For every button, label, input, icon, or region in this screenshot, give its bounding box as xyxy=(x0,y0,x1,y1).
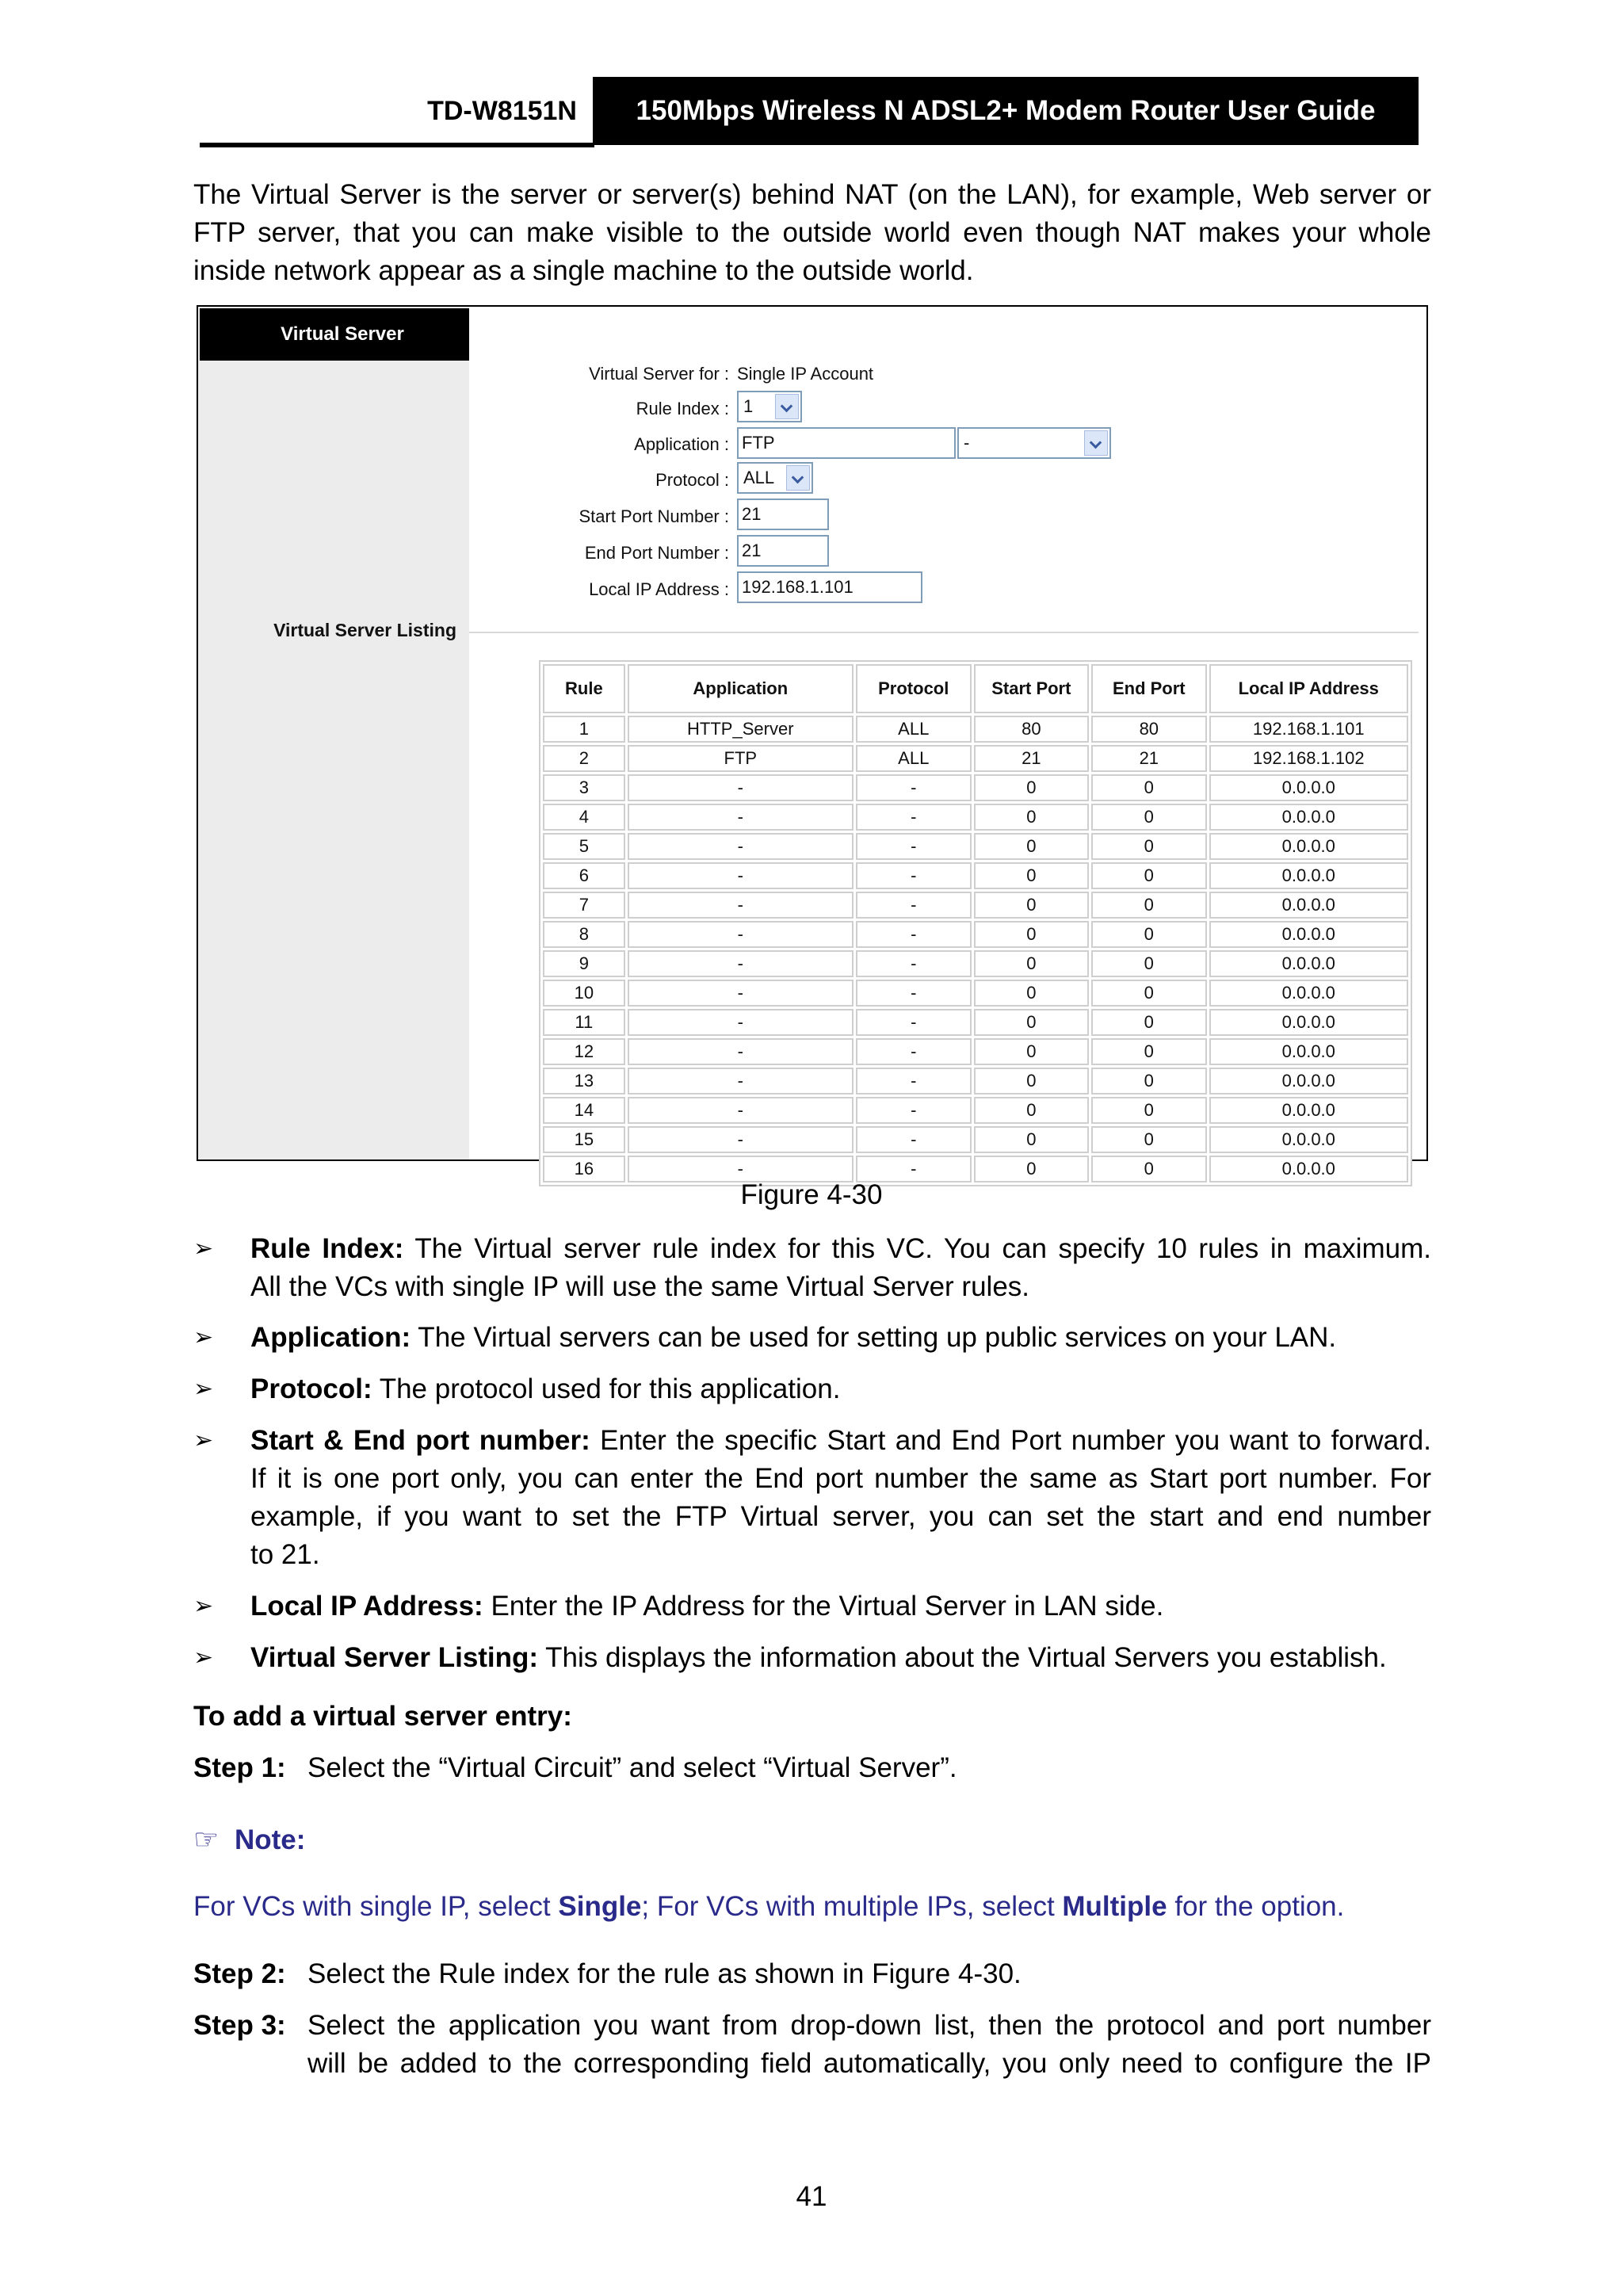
column-header: Start Port xyxy=(974,664,1089,713)
table-cell: 0 xyxy=(1091,980,1206,1007)
figure-divider xyxy=(469,632,1419,633)
table-row xyxy=(543,921,1408,948)
table-cell: - xyxy=(856,892,972,919)
bullet-text: to 21. xyxy=(250,1539,320,1570)
pointing-hand-icon: ☞ xyxy=(193,1823,220,1855)
table-cell: 0 xyxy=(1091,921,1206,948)
table-cell: - xyxy=(856,921,972,948)
table-cell: 0 xyxy=(1091,950,1206,977)
column-header: End Port xyxy=(1091,664,1206,713)
table-cell: 0.0.0.0 xyxy=(1209,921,1408,948)
table-cell: - xyxy=(856,980,972,1007)
table-cell: 0.0.0.0 xyxy=(1209,1038,1408,1065)
table-cell: - xyxy=(856,804,972,831)
bullet-term: Start & End port number: xyxy=(250,1425,590,1456)
add-entry-heading: To add a virtual server entry: xyxy=(193,1701,572,1732)
table-row xyxy=(543,950,1408,977)
start-port-input[interactable]: 21 xyxy=(737,499,829,530)
note-single: Single xyxy=(558,1891,642,1922)
table-cell: - xyxy=(856,1038,972,1065)
table-cell: - xyxy=(628,950,854,977)
table-cell: 0 xyxy=(1091,774,1206,801)
header-model: TD-W8151N xyxy=(427,96,577,126)
step-3-text xyxy=(307,2007,1431,2083)
table-cell: 0 xyxy=(974,774,1089,801)
table-cell: - xyxy=(856,1068,972,1095)
table-cell: - xyxy=(856,774,972,801)
table-cell: 3 xyxy=(543,774,625,801)
table-cell: 0 xyxy=(974,804,1089,831)
table-cell: 0.0.0.0 xyxy=(1209,804,1408,831)
step-3-line: Select the application you want from drop-down list, then the protocol and port number xyxy=(307,2010,1431,2041)
table-cell: 0 xyxy=(1091,1156,1206,1182)
bullet-text: The protocol used for this application. xyxy=(372,1373,841,1404)
table-cell: 0 xyxy=(1091,1009,1206,1036)
table-cell: 0 xyxy=(974,1068,1089,1095)
table-cell: 80 xyxy=(974,716,1089,743)
table-cell: ALL xyxy=(856,716,972,743)
bullet-term: Protocol: xyxy=(250,1373,372,1404)
table-cell: 0.0.0.0 xyxy=(1209,892,1408,919)
column-header: Application xyxy=(628,664,854,713)
table-cell: - xyxy=(628,1097,854,1124)
protocol-label: Protocol : xyxy=(655,470,729,490)
chevron-down-icon[interactable] xyxy=(786,465,810,491)
column-header: Local IP Address xyxy=(1209,664,1408,713)
arrow-bullet-icon: ➢ xyxy=(193,1593,214,1619)
table-cell: 7 xyxy=(543,892,625,919)
step-3-line: will be added to the corresponding field automatically, you only need to configure the IP xyxy=(307,2048,1431,2079)
step-2-label: Step 2: xyxy=(193,1958,286,1989)
table-cell: 0 xyxy=(974,892,1089,919)
table-cell: 10 xyxy=(543,980,625,1007)
table-cell: 0 xyxy=(974,950,1089,977)
table-cell: - xyxy=(628,1126,854,1153)
table-cell: - xyxy=(628,892,854,919)
page-number: 41 xyxy=(796,2181,827,2212)
table-cell: 192.168.1.102 xyxy=(1209,745,1408,772)
end-port-label: End Port Number : xyxy=(584,543,729,563)
arrow-bullet-icon: ➢ xyxy=(193,1427,214,1454)
figure-sidebar xyxy=(198,307,469,1159)
table-cell: - xyxy=(856,833,972,860)
table-cell: ALL xyxy=(856,745,972,772)
bullet-text: The Virtual servers can be used for setting up public services on your LAN. xyxy=(411,1322,1337,1353)
arrow-bullet-icon: ➢ xyxy=(193,1236,214,1262)
table-row xyxy=(543,833,1408,860)
table-row xyxy=(543,1097,1408,1124)
application-select-value: - xyxy=(964,433,970,453)
table-row xyxy=(543,716,1408,743)
intro-line: FTP server, that you can make visible to the outside world even though NAT makes your whole xyxy=(193,217,1431,248)
table-header-row xyxy=(543,664,1408,713)
step-3-label: Step 3: xyxy=(193,2010,286,2041)
table-cell: - xyxy=(856,950,972,977)
local-ip-label: Local IP Address : xyxy=(589,579,729,599)
table-cell: 0 xyxy=(1091,1068,1206,1095)
bullet-text: example, if you want to set the FTP Virtual server, you can set the start and end number xyxy=(250,1501,1431,1532)
protocol-select[interactable] xyxy=(737,462,813,494)
table-cell: 0 xyxy=(1091,804,1206,831)
bullet-text: If it is one port only, you can enter the End port number the same as Start port number. For xyxy=(250,1463,1431,1494)
table-cell: 0.0.0.0 xyxy=(1209,1068,1408,1095)
figure-side-title: Virtual Server xyxy=(200,308,469,361)
chevron-down-icon[interactable] xyxy=(775,394,799,419)
column-header: Protocol xyxy=(856,664,972,713)
table-cell: 0 xyxy=(974,921,1089,948)
rule-index-label: Rule Index : xyxy=(636,399,729,418)
table-cell: 15 xyxy=(543,1126,625,1153)
table-cell: 12 xyxy=(543,1038,625,1065)
table-cell: 0 xyxy=(974,1126,1089,1153)
table-cell: 0.0.0.0 xyxy=(1209,1009,1408,1036)
note-body xyxy=(193,1891,1344,1923)
virtual-server-table xyxy=(539,660,1412,1186)
note-title-text: Note: xyxy=(235,1824,306,1855)
table-cell: 0 xyxy=(1091,892,1206,919)
note-multiple: Multiple xyxy=(1062,1891,1167,1922)
listing-label: Virtual Server Listing xyxy=(273,620,456,640)
start-port-label: Start Port Number : xyxy=(579,506,729,526)
table-cell: 13 xyxy=(543,1068,625,1095)
note-text: For VCs with single IP, select xyxy=(193,1891,559,1922)
table-cell: 14 xyxy=(543,1097,625,1124)
table-row xyxy=(543,774,1408,801)
table-cell: 0 xyxy=(974,980,1089,1007)
table-row xyxy=(543,892,1408,919)
header-underline xyxy=(200,143,594,147)
table-cell: 1 xyxy=(543,716,625,743)
rule-index-select[interactable] xyxy=(737,391,802,422)
table-cell: - xyxy=(628,980,854,1007)
table-cell: - xyxy=(628,833,854,860)
virtual-server-figure xyxy=(197,305,1428,1179)
bullet-term: Rule Index: xyxy=(250,1233,404,1264)
virtual-server-for-value: Single IP Account xyxy=(737,364,874,384)
virtual-server-for-label: Virtual Server for : xyxy=(589,364,729,384)
table-row xyxy=(543,1068,1408,1095)
application-select[interactable] xyxy=(957,427,1111,459)
table-cell: 0 xyxy=(974,1097,1089,1124)
intro-line: The Virtual Server is the server or server(s) behind NAT (on the LAN), for example, Web server or xyxy=(193,179,1431,210)
table-row xyxy=(543,1126,1408,1153)
table-row xyxy=(543,804,1408,831)
table-cell: - xyxy=(628,774,854,801)
table-cell: - xyxy=(628,804,854,831)
note-title xyxy=(193,1823,305,1856)
table-cell: 4 xyxy=(543,804,625,831)
table-cell: - xyxy=(856,1009,972,1036)
bullet-text: Enter the specific Start and End Port number you want to forward. xyxy=(590,1425,1431,1456)
application-input[interactable]: FTP xyxy=(737,427,956,459)
intro-paragraph xyxy=(193,176,1431,290)
end-port-input[interactable]: 21 xyxy=(737,535,829,567)
table-cell: 192.168.1.101 xyxy=(1209,716,1408,743)
table-cell: 0.0.0.0 xyxy=(1209,1097,1408,1124)
step-1-text: Select the “Virtual Circuit” and select “Virtual Server”. xyxy=(307,1752,957,1783)
table-cell: 0 xyxy=(974,862,1089,889)
intro-line: inside network appear as a single machine to the outside world. xyxy=(193,255,974,286)
note-text: ; For VCs with multiple IPs, select xyxy=(641,1891,1063,1922)
table-cell: - xyxy=(628,1156,854,1182)
step-2-text: Select the Rule index for the rule as shown in Figure 4-30. xyxy=(307,1958,1022,1989)
table-cell: 2 xyxy=(543,745,625,772)
table-cell: - xyxy=(856,1097,972,1124)
table-cell: 0 xyxy=(1091,833,1206,860)
bullet-text: The Virtual server rule index for this VC. You can specify 10 rules in maximum. xyxy=(403,1233,1432,1264)
protocol-value: ALL xyxy=(743,468,775,487)
bullet-term: Application: xyxy=(250,1322,411,1353)
table-cell: - xyxy=(856,1126,972,1153)
table-cell: FTP xyxy=(628,745,854,772)
table-cell: 0 xyxy=(1091,862,1206,889)
arrow-bullet-icon: ➢ xyxy=(193,1324,214,1350)
table-row xyxy=(543,745,1408,772)
table-cell: 0 xyxy=(1091,1097,1206,1124)
table-cell: 0.0.0.0 xyxy=(1209,950,1408,977)
table-row xyxy=(543,980,1408,1007)
bullet-term: Local IP Address: xyxy=(250,1591,483,1622)
table-cell: 0 xyxy=(1091,1126,1206,1153)
table-cell: 6 xyxy=(543,862,625,889)
table-cell: 16 xyxy=(543,1156,625,1182)
chevron-down-icon[interactable] xyxy=(1084,430,1108,456)
table-cell: - xyxy=(856,1156,972,1182)
table-row xyxy=(543,1156,1408,1182)
bullet-term: Virtual Server Listing: xyxy=(250,1642,539,1673)
table-cell: HTTP_Server xyxy=(628,716,854,743)
table-cell: 21 xyxy=(974,745,1089,772)
table-cell: 0.0.0.0 xyxy=(1209,1156,1408,1182)
table-cell: 0 xyxy=(974,1156,1089,1182)
header-title: 150Mbps Wireless N ADSL2+ Modem Router User Guide xyxy=(593,77,1419,145)
table-cell: 0.0.0.0 xyxy=(1209,774,1408,801)
table-cell: - xyxy=(628,1068,854,1095)
table-cell: 0 xyxy=(974,1038,1089,1065)
table-row xyxy=(543,862,1408,889)
application-label: Application : xyxy=(634,434,729,454)
table-cell: 21 xyxy=(1091,745,1206,772)
table-cell: - xyxy=(628,921,854,948)
column-header: Rule xyxy=(543,664,625,713)
table-cell: - xyxy=(856,862,972,889)
bullet-text: This displays the information about the Virtual Servers you establish. xyxy=(538,1642,1387,1673)
table-cell: - xyxy=(628,1038,854,1065)
arrow-bullet-icon: ➢ xyxy=(193,1645,214,1671)
local-ip-input[interactable]: 192.168.1.101 xyxy=(737,571,922,603)
table-cell: 9 xyxy=(543,950,625,977)
table-cell: 0 xyxy=(974,833,1089,860)
table-cell: 0.0.0.0 xyxy=(1209,980,1408,1007)
table-row xyxy=(543,1038,1408,1065)
step-1-label: Step 1: xyxy=(193,1752,286,1783)
bullet-text: Enter the IP Address for the Virtual Server in LAN side. xyxy=(483,1591,1164,1622)
table-cell: 80 xyxy=(1091,716,1206,743)
bullet-text: All the VCs with single IP will use the same Virtual Server rules. xyxy=(250,1271,1030,1302)
table-cell: 0.0.0.0 xyxy=(1209,1126,1408,1153)
rule-index-value: 1 xyxy=(743,396,754,416)
table-cell: 0 xyxy=(974,1009,1089,1036)
table-cell: 0 xyxy=(1091,1038,1206,1065)
table-cell: - xyxy=(628,862,854,889)
table-cell: - xyxy=(628,1009,854,1036)
arrow-bullet-icon: ➢ xyxy=(193,1376,214,1402)
note-text: for the option. xyxy=(1167,1891,1345,1922)
table-cell: 8 xyxy=(543,921,625,948)
table-cell: 0.0.0.0 xyxy=(1209,862,1408,889)
table-cell: 5 xyxy=(543,833,625,860)
table-cell: 0.0.0.0 xyxy=(1209,833,1408,860)
figure-caption: Figure 4-30 xyxy=(740,1179,883,1210)
table-cell: 11 xyxy=(543,1009,625,1036)
table-row xyxy=(543,1009,1408,1036)
